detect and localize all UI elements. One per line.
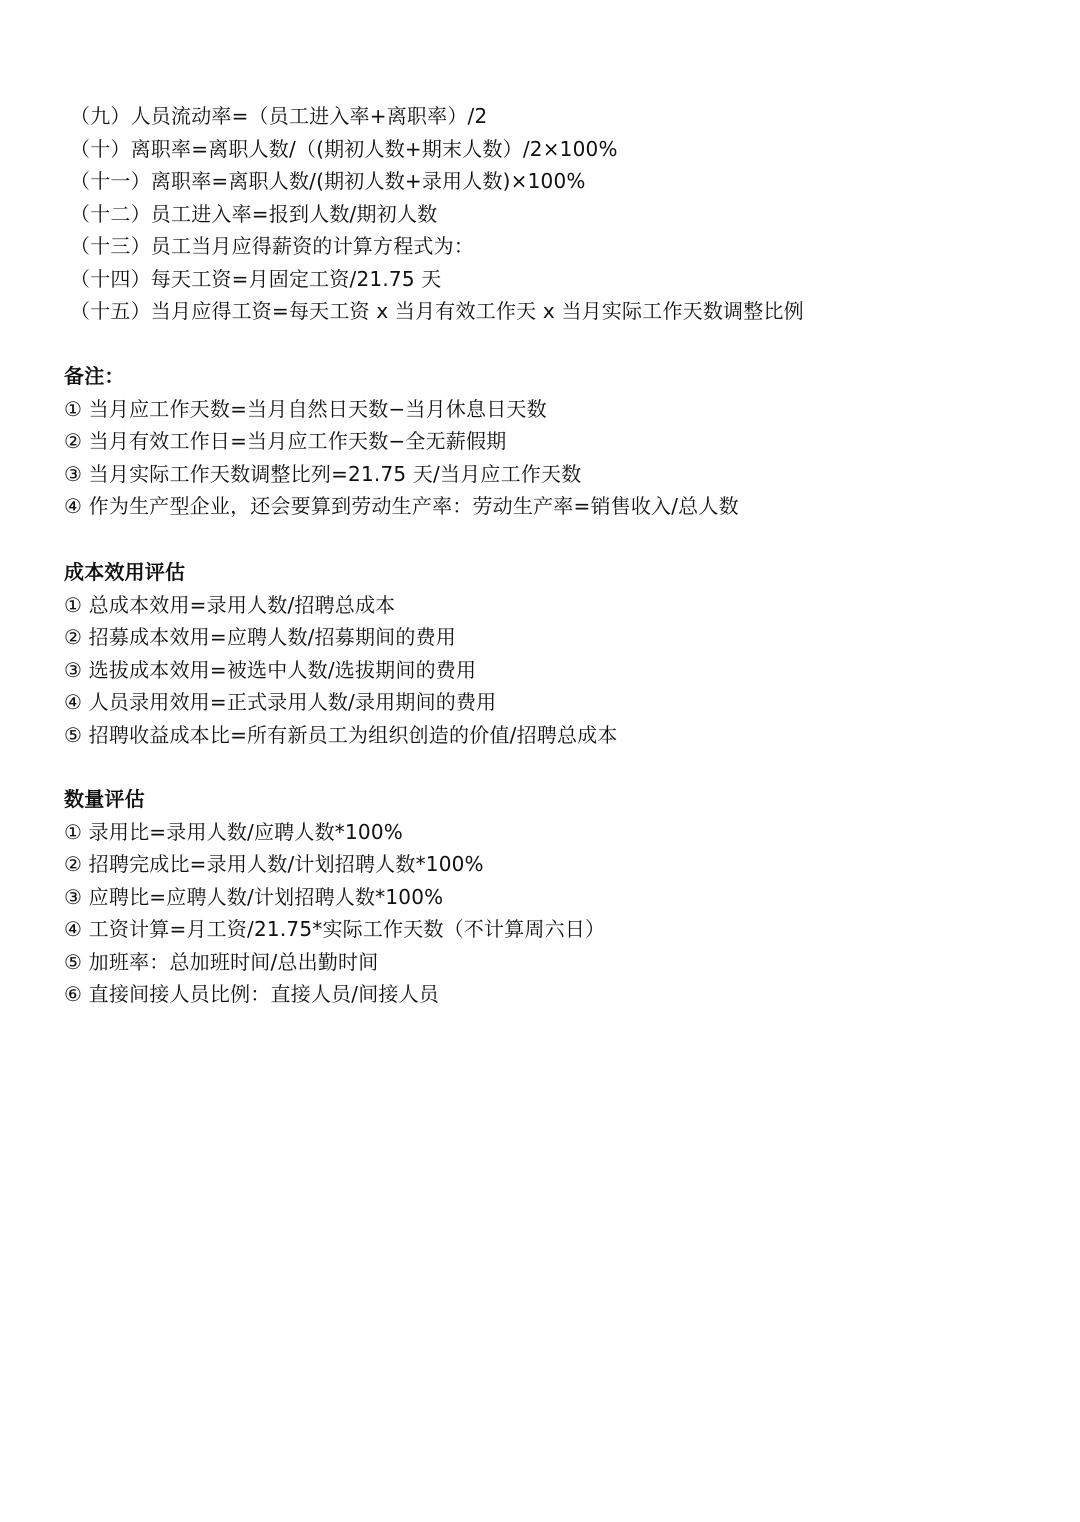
quantity-item: ② 招聘完成比=录用人数/计划招聘人数*100% (64, 852, 484, 876)
formula-item: （九）人员流动率=（员工进入率+离职率）/2 (70, 104, 488, 128)
quantity-item: ③ 应聘比=应聘人数/计划招聘人数*100% (64, 884, 444, 909)
quantity-item: ⑥ 直接间接人员比例：直接人员/间接人员 (64, 982, 440, 1006)
notes-heading: 备注： (64, 364, 125, 388)
note-item: ④ 作为生产型企业，还会要算到劳动生产率：劳动生产率=销售收入/总人数 (64, 494, 739, 518)
note-item: ① 当月应工作天数=当月自然日天数−当月休息日天数 (64, 396, 547, 421)
cost-item: ③ 选拔成本效用=被选中人数/选拔期间的费用 (64, 657, 477, 682)
quantity-item: ⑤ 加班率：总加班时间/总出勤时间 (64, 949, 379, 974)
note-item: ③ 当月实际工作天数调整比列=21.75 天/当月应工作天数 (64, 461, 582, 486)
notes-section (64, 360, 1024, 523)
cost-item: ④ 人员录用效用=正式录用人数/录用期间的费用 (64, 690, 497, 714)
cost-item: ⑤ 招聘收益成本比=所有新员工为组织创造的价值/招聘总成本 (64, 722, 618, 747)
quantity-item: ① 录用比=录用人数/应聘人数*100% (64, 819, 403, 844)
cost-evaluation-heading: 成本效用评估 (64, 560, 186, 584)
formula-item: （十三）员工当月应得薪资的计算方程式为： (70, 234, 474, 258)
formula-item: （十四）每天工资=月固定工资/21.75 天 (70, 266, 442, 291)
cost-item: ① 总成本效用=录用人数/招聘总成本 (64, 592, 396, 617)
formula-item: （十一）离职率=离职人数/(期初人数+录用人数)×100% (70, 169, 586, 193)
quantity-evaluation-heading: 数量评估 (64, 787, 145, 811)
cost-evaluation-section (64, 556, 1024, 751)
cost-item: ② 招募成本效用=应聘人数/招募期间的费用 (64, 625, 456, 649)
formula-item: （十）离职率=离职人数/（(期初人数+期末人数）/2×100% (70, 136, 618, 161)
formula-item: （十五）当月应得工资=每天工资 x 当月有效工作天 x 当月实际工作天数调整比例 (70, 299, 804, 323)
quantity-item: ④ 工资计算=月工资/21.75*实际工作天数（不计算周六日） (64, 917, 606, 941)
formula-item: （十二）员工进入率=报到人数/期初人数 (70, 201, 438, 226)
quantity-evaluation-section (64, 783, 1024, 1011)
note-item: ② 当月有效工作日=当月应工作天数−全无薪假期 (64, 429, 507, 453)
formula-list (70, 100, 1030, 328)
